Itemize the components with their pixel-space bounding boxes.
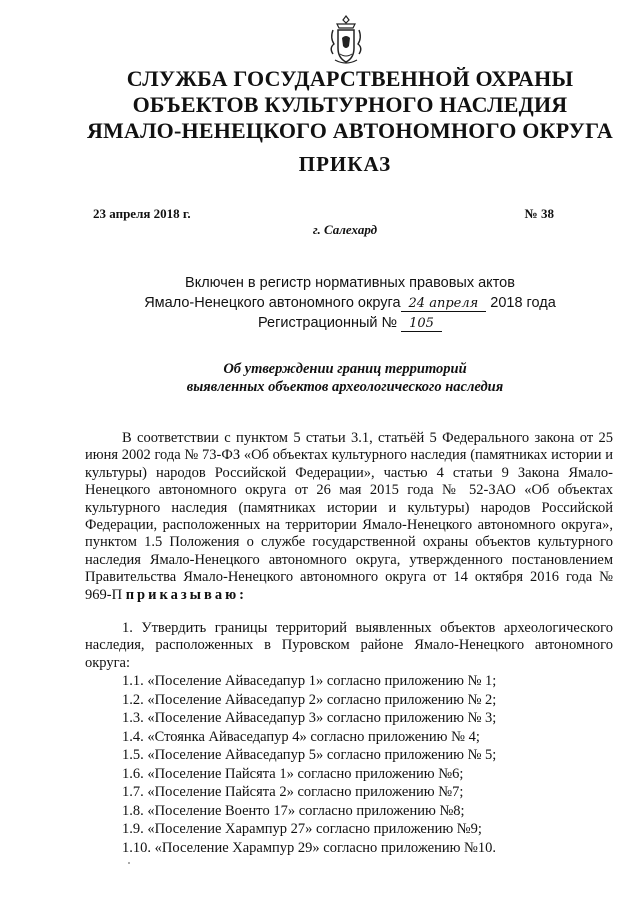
registration-line-3 [60,313,640,333]
handwritten-registration-number: 105 [401,317,442,332]
list-item: 1.2. «Поселение Айваседапур 2» согласно приложению № 2; [122,691,497,708]
agency-name-line: СЛУЖБА ГОСУДАРСТВЕННОЙ ОХРАНЫ [126,66,574,91]
registration-line-1: Включен в регистр нормативных правовых актов [185,275,515,291]
registration-stamp [0,273,640,333]
preamble-paragraph [85,430,613,604]
preamble-text: В соответствии с пунктом 5 статьи 3.1, статьёй 5 Федерального закона от 25 июня 2002 года № 73-ФЗ «Об объектах культурного наследия (памятниках истории и культуры) народов Российской Федерации», частью 4 статьи 9 Закона Ямало-Ненецкого автономного округа от 26 мая 2015 года № 52-ЗАО «Об объектах культурного наследия (памятниках истории и культуры) народов Российской Федерации, расположенных на территории Ямало-Ненецкого автономного округа», пунктом 1.5 Положения о службе государственной охраны объектов культурного наследия Ямало-Ненецкого автономного округа, утвержденного постановлением Правительства Ямало-Ненецкого автономного округа от 14 октября 2016 года № 969-П [85,430,613,603]
list-item: 1.7. «Поселение Пайсята 2» согласно приложению №7; [122,784,464,800]
list-item: 1.8. «Поселение Военто 17» согласно приложению №8; [122,802,465,819]
registration-region: Ямало-Ненецкого автономного округа [144,295,401,311]
list-item: 1.10. «Поселение Харампур 29» согласно приложению №10. [122,839,497,856]
subject-line: Об утверждении границ территорий [223,361,467,377]
document-type-title: ПРИКАЗ [298,152,392,176]
registration-year: 2018 года [486,295,556,311]
page-speck [128,862,130,864]
subject-line: выявленных объектов археологического наследия [186,379,504,395]
order-city: г. Салехард [312,222,378,237]
handwritten-date: 24 апреля [401,297,487,312]
list-item: 1.5. «Поселение Айваседапур 5» согласно приложению № 5; [122,747,497,763]
list-item: 1.4. «Стоянка Айваседапур 4» согласно приложению № 4; [122,728,480,745]
order-date: 23 апреля 2018 г. [93,206,191,221]
list-item: 1.1. «Поселение Айваседапур 1» согласно приложению № 1; [122,673,497,689]
order-word: приказываю: [125,586,247,603]
list-item: 1.9. «Поселение Харампур 27» согласно приложению №9; [122,821,482,837]
order-number: № 38 [524,206,554,221]
subitems-list [85,672,613,857]
item-1-paragraph: 1. Утвердить границы территорий выявленных объектов археологического наследия, расположенных в Пуровском районе Ямало-Ненецкого автономного округа: [85,620,613,671]
agency-name [70,66,630,144]
order-subject [0,360,640,396]
registration-number-label: Регистрационный № [258,315,402,331]
registration-line-2 [60,293,640,313]
list-item: 1.3. «Поселение Айваседапур 3» согласно приложению № 3; [122,710,497,726]
coat-of-arms-emblem-icon [325,12,367,68]
list-item: 1.6. «Поселение Пайсята 1» согласно приложению №6; [122,765,464,782]
agency-name-line: ЯМАЛО-НЕНЕЦКОГО АВТОНОМНОГО ОКРУГА [86,118,614,143]
agency-name-line: ОБЪЕКТОВ КУЛЬТУРНОГО НАСЛЕДИЯ [132,92,568,117]
